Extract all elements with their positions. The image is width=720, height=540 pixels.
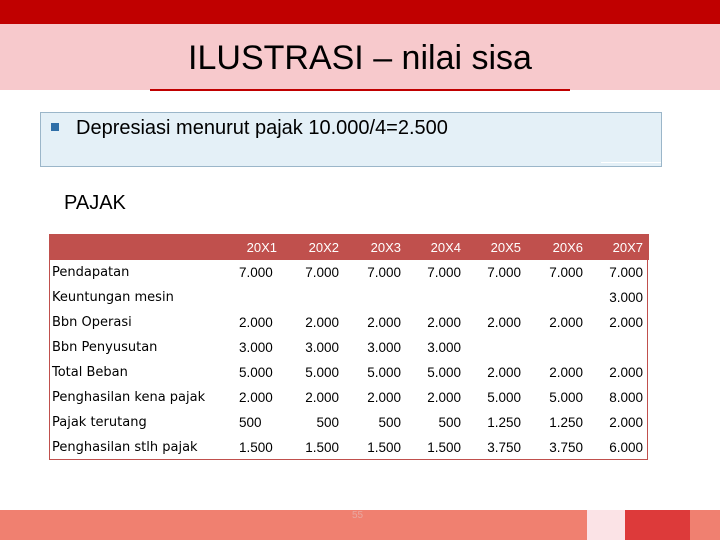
- value-cell: [583, 335, 643, 360]
- value-cell: 500: [316, 415, 339, 430]
- bullet-text: Depresiasi menurut pajak 10.000/4=2.500: [76, 117, 448, 139]
- value-cell: 7.000: [609, 265, 643, 280]
- slide-title: ILUSTRASI – nilai sisa: [188, 39, 532, 77]
- value-cell: 3.000: [305, 340, 339, 355]
- value-cell: 2.000: [427, 315, 461, 330]
- value-cell: 3.000: [609, 290, 643, 305]
- row-label: Total Beban: [52, 365, 128, 380]
- value-cell: 5.000: [487, 390, 521, 405]
- value-cell: 5.000: [549, 390, 583, 405]
- value-cell: [239, 285, 279, 310]
- value-cell: 7.000: [549, 265, 583, 280]
- row-label: Bbn Operasi: [52, 315, 132, 330]
- value-cell: 500: [239, 415, 262, 430]
- value-cell: 2.000: [549, 315, 583, 330]
- value-cell: 1.500: [427, 440, 461, 455]
- top-accent-bar: [0, 0, 720, 24]
- table-header-row: [49, 234, 649, 260]
- value-cell: 8.000: [609, 390, 643, 405]
- header-cell: 20X4: [430, 239, 461, 255]
- value-cell: 2.000: [367, 390, 401, 405]
- value-cell: 2.000: [305, 315, 339, 330]
- header-cell: 20X2: [308, 239, 339, 255]
- value-cell: 3.000: [239, 340, 273, 355]
- value-cell: [277, 285, 339, 310]
- row-label: Penghasilan kena pajak: [52, 390, 206, 405]
- bullet-box: [40, 112, 662, 167]
- value-cell: [461, 285, 521, 310]
- table-row: [49, 360, 649, 385]
- value-cell: 2.000: [427, 390, 461, 405]
- row-label: Penghasilan stlh pajak: [52, 440, 198, 455]
- header-cell: 20X6: [552, 239, 583, 255]
- value-cell: 2.000: [367, 315, 401, 330]
- value-cell: 6.000: [609, 440, 643, 455]
- table-row: [49, 435, 649, 460]
- value-cell: 1.500: [367, 440, 401, 455]
- value-cell: 7.000: [427, 265, 461, 280]
- value-cell: 5.000: [239, 365, 273, 380]
- value-cell: 1.250: [549, 415, 583, 430]
- value-cell: 500: [378, 415, 401, 430]
- value-cell: 3.000: [367, 340, 401, 355]
- value-cell: 2.000: [609, 365, 643, 380]
- value-cell: 1.500: [239, 440, 273, 455]
- page-number: 55: [352, 510, 364, 521]
- value-cell: 1.250: [487, 415, 521, 430]
- table-row: [49, 260, 649, 285]
- value-cell: 2.000: [609, 415, 643, 430]
- table-row: [49, 310, 649, 335]
- value-cell: [461, 335, 521, 360]
- table-row: [49, 285, 649, 310]
- row-label: Bbn Penyusutan: [52, 340, 158, 355]
- value-cell: 1.500: [305, 440, 339, 455]
- bullet-box-divider: [601, 162, 661, 163]
- value-cell: 7.000: [367, 265, 401, 280]
- value-cell: 2.000: [487, 365, 521, 380]
- value-cell: [521, 285, 583, 310]
- section-label: PAJAK: [64, 192, 126, 214]
- value-cell: [401, 285, 461, 310]
- square-bullet-icon: [51, 123, 59, 131]
- header-cell: 20X1: [246, 239, 277, 255]
- value-cell: 7.000: [305, 265, 339, 280]
- value-cell: 3.000: [427, 340, 461, 355]
- header-cell: 20X7: [612, 239, 643, 255]
- header-cell: 20X3: [370, 239, 401, 255]
- footer-band: [0, 510, 587, 540]
- value-cell: 2.000: [609, 315, 643, 330]
- row-label: Pendapatan: [52, 265, 130, 280]
- footer-light-block: [587, 510, 625, 540]
- value-cell: 3.750: [549, 440, 583, 455]
- value-cell: 5.000: [367, 365, 401, 380]
- tax-table: [49, 234, 649, 460]
- value-cell: 5.000: [427, 365, 461, 380]
- row-label: Pajak terutang: [52, 415, 147, 430]
- table-row: [49, 335, 649, 360]
- row-label: Keuntungan mesin: [52, 290, 174, 305]
- value-cell: 500: [438, 415, 461, 430]
- header-cell: 20X5: [490, 239, 521, 255]
- value-cell: 3.750: [487, 440, 521, 455]
- value-cell: [521, 335, 583, 360]
- footer-corner-block: [690, 510, 720, 540]
- table-row: [49, 410, 649, 435]
- value-cell: 2.000: [549, 365, 583, 380]
- value-cell: [339, 285, 401, 310]
- value-cell: 2.000: [487, 315, 521, 330]
- value-cell: 2.000: [305, 390, 339, 405]
- title-underline: [150, 89, 570, 91]
- value-cell: 7.000: [239, 265, 273, 280]
- table-row: [49, 385, 649, 410]
- value-cell: 2.000: [239, 390, 273, 405]
- value-cell: 5.000: [305, 365, 339, 380]
- value-cell: 2.000: [239, 315, 273, 330]
- value-cell: 7.000: [487, 265, 521, 280]
